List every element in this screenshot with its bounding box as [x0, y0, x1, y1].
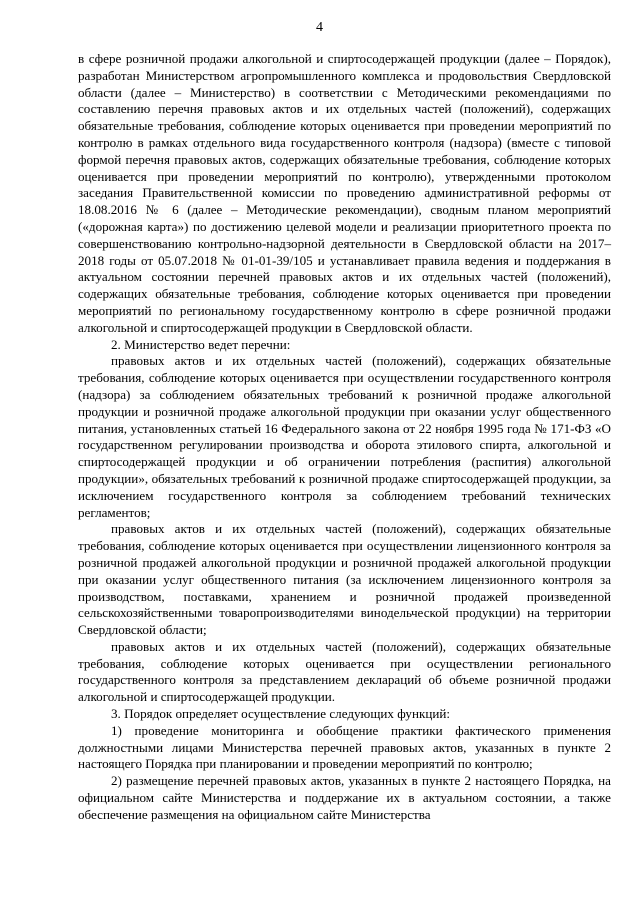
paragraph-function-1: 1) проведение мониторинга и обобщение практики фактического применения должностными лицами Министерства перечней правовых актов, указанных в пункте 2 настоящего Порядка при планировании и проведении мероприятий по контролю; — [78, 722, 611, 772]
page-number: 4 — [316, 20, 323, 35]
document-body — [78, 51, 611, 824]
paragraph-item-3: 3. Порядок определяет осуществление следующих функций: — [111, 706, 450, 722]
paragraph-list-state-control: правовых актов и их отдельных частей (положений), содержащих обязательные требования, соблюдение которых оценивается при осуществлении государственного контроля (надзора) за соблюдением обязательных требований к розничной продаже алкогольной продукции и розничной продаже алкогольной продукции при оказании услуг общественного питания, установленных статьей 16 Федерального закона от 22 ноября 1995 года № 171-ФЗ «О государственном регулировании производства и оборота этилового спирта, алкогольной и спиртосодержащей продукции и об ограничении потребления (распития) алкогольной продукции», обязательных требований к розничной продаже спиртосодержащей продукции, за исключением государственного контроля за соблюдением требований технических регламентов; — [78, 353, 611, 520]
paragraph-list-license-control: правовых актов и их отдельных частей (положений), содержащих обязательные требования, соблюдение которых оценивается при осуществлении лицензионного контроля за розничной продажей алкогольной продукции и розничной продажей алкогольной продукции при оказании услуг общественного питания (за исключением лицензионного контроля за производством, поставками, хранением и розничной продажей произведенной сельскохозяйственными товаропроизводителями винодельческой продукции) на территории Свердловской области; — [78, 521, 611, 638]
paragraph-function-2: 2) размещение перечней правовых актов, указанных в пункте 2 настоящего Порядка, на официальном сайте Министерства и поддержание их в актуальном состоянии, а также обеспечение размещения на официальном сайте Министерства — [78, 773, 611, 822]
paragraph-item-2: 2. Министерство ведет перечни: — [111, 336, 291, 352]
paragraph-list-declarations: правовых актов и их отдельных частей (положений), содержащих обязательные требования, соблюдение которых оценивается при осуществлении регионального государственного контроля за представлением деклараций об объеме розничной продажи алкогольной и спиртосодержащей продукции. — [78, 638, 611, 705]
paragraph-intro: в сфере розничной продажи алкогольной и спиртосодержащей продукции (далее – Порядок), разработан Министерством агропромышленного комплекса и продовольствия Свердловской области (далее – Министерство) в соответствии с Методическими рекомендациями по составлению перечня правовых актов и их отдельных частей (положений), содержащих обязательные требования, соблюдение которых оценивается при проведении мероприятий по контролю в рамках отдельного вида государственного контроля (надзора) (вместе с типовой формой перечня правовых актов, содержащих обязательные требования, соблюдение которых оценивается при проведении мероприятий по контролю), утвержденными протоколом заседания Правительственной комиссии по проведению административной реформы от 18.08.2016 № 6 (далее – Методические рекомендации), сводным планом мероприятий («дорожная карта») по достижению целевой модели и реализации приоритетного проекта по совершенствованию контрольно-надзорной деятельности в Свердловской области на 2017–2018 годы от 05.07.2018 № 01-01-39/105 и устанавливает правила ведения и поддержания в актуальном состоянии перечней правовых актов и их отдельных частей (положений), содержащих обязательные требования, соблюдение которых оценивается при проведении мероприятий по региональному государственному контролю в сфере розничной продажи алкогольной и спиртосодержащей продукции в Свердловской области. — [78, 51, 611, 335]
